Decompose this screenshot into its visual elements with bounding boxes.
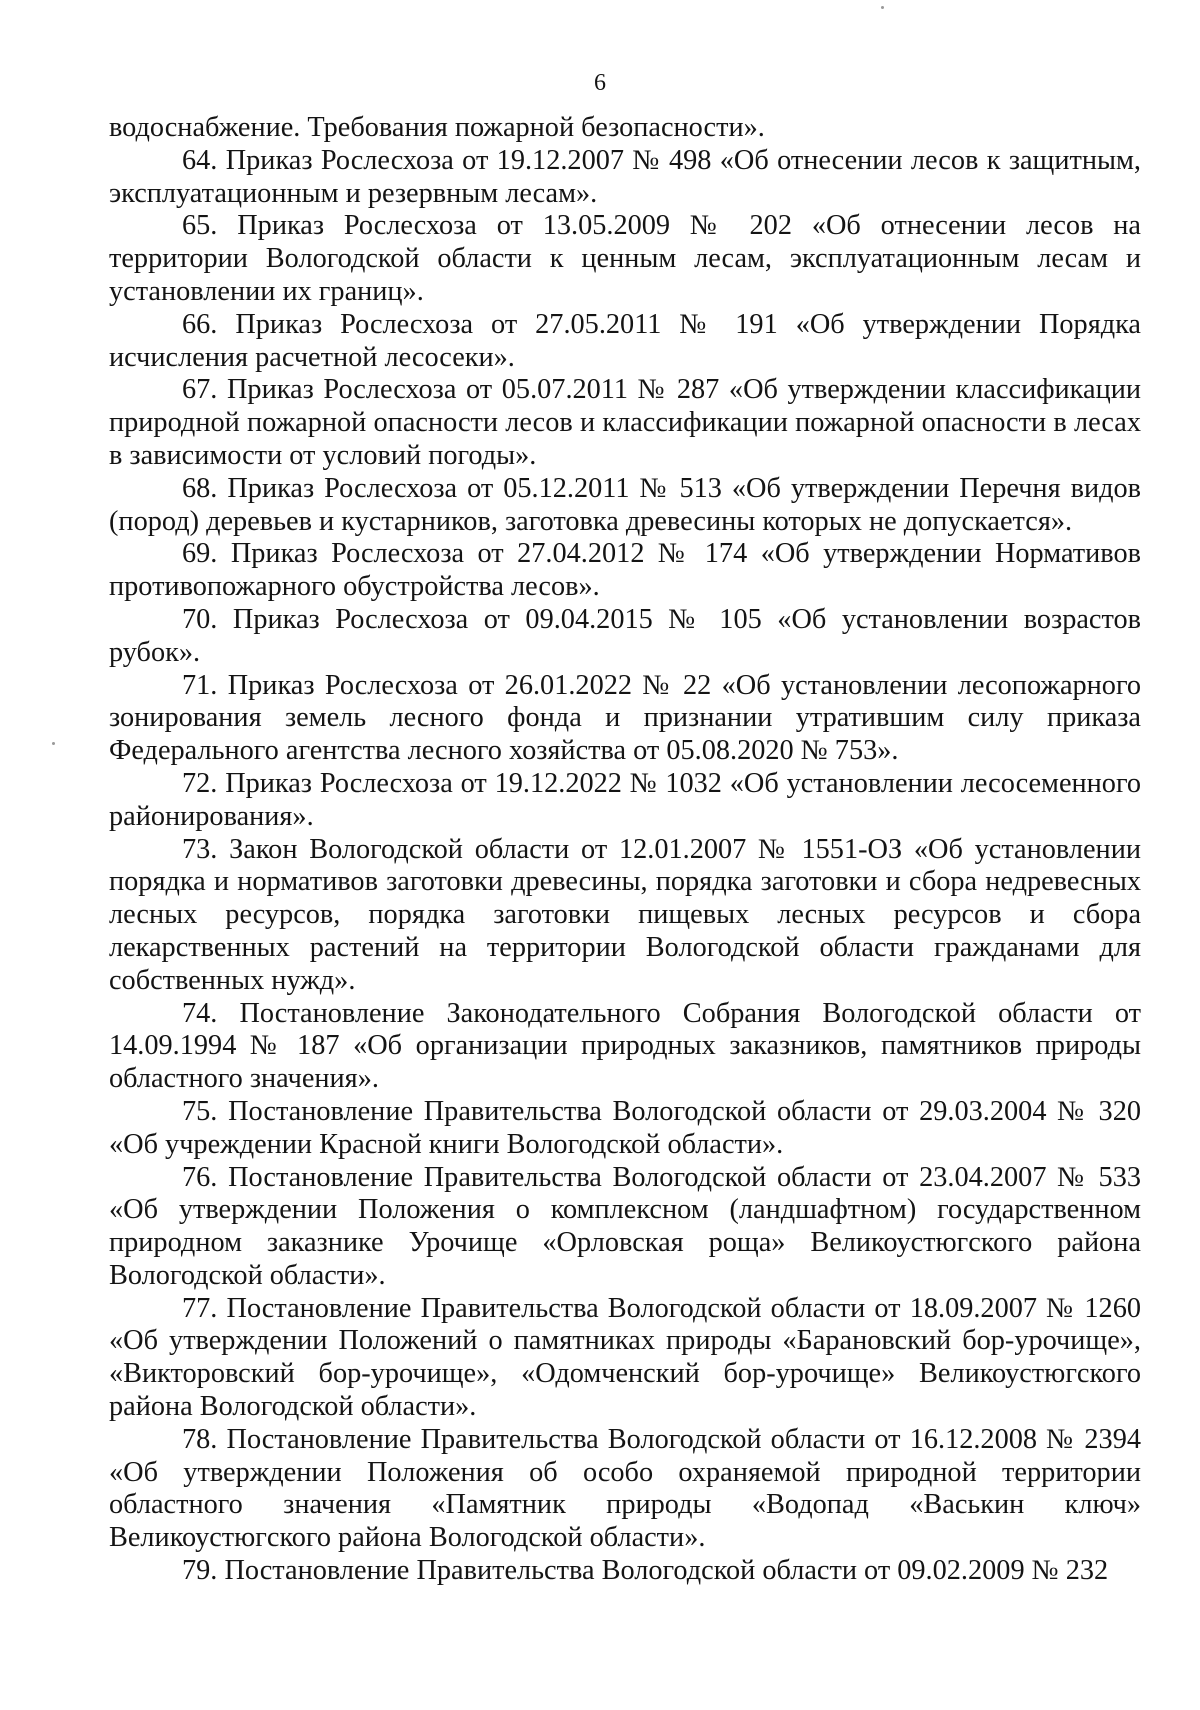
scan-speck <box>52 742 55 745</box>
list-item-continuation: водоснабжение. Требования пожарной безопасности». <box>109 112 765 143</box>
list-item-79: 79. Постановление Правительства Вологодской области от 09.02.2009 № 232 <box>182 1555 1109 1587</box>
list-item-77: 77. Постановление Правительства Вологодской области от 18.09.2007 № 1260 «Об утверждении Положений о памятниках природы «Барановский бор-урочище», «Викторовский бор-урочище», «Одомченский бор-урочище» Великоустюгского района Вологодской области». <box>109 1292 1141 1423</box>
list-item-66: 66. Приказ Рослесхоза от 27.05.2011 № 191 «Об утверждении Порядка исчисления расчетной лесосеки». <box>109 308 1141 373</box>
list-item-73: 73. Закон Вологодской области от 12.01.2007 № 1551-ОЗ «Об установлении порядка и нормативов заготовки древесины, порядка заготовки и сбора недревесных лесных ресурсов, порядка заготовки пищевых лесных ресурсов и сбора лекарственных растений на территории Вологодской области гражданами для собственных нужд». <box>109 833 1141 996</box>
list-item-75: 75. Постановление Правительства Вологодской области от 29.03.2004 № 320 «Об учреждении Красной книги Вологодской области». <box>109 1095 1141 1160</box>
list-item-69: 69. Приказ Рослесхоза от 27.04.2012 № 174 «Об утверждении Нормативов противопожарного обустройства лесов». <box>109 538 1141 603</box>
list-item-70: 70. Приказ Рослесхоза от 09.04.2015 № 105 «Об установлении возрастов рубок». <box>109 603 1141 668</box>
scan-speck <box>881 6 884 9</box>
list-item-65: 65. Приказ Рослесхоза от 13.05.2009 № 202 «Об отнесении лесов на территории Вологодской области к ценным лесам, эксплуатационным лесам и установлении их границ». <box>109 210 1141 307</box>
list-item-68: 68. Приказ Рослесхоза от 05.12.2011 № 513 «Об утверждении Перечня видов (пород) деревьев и кустарников, заготовка древесины которых не допускается». <box>109 472 1141 537</box>
list-item-76: 76. Постановление Правительства Вологодской области от 23.04.2007 № 533 «Об утверждении Положения о комплексном (ландшафтном) государственном природном заказнике Урочище «Орловская роща» Великоустюгского района Вологодской области». <box>109 1161 1141 1291</box>
document-body <box>109 112 1141 1588</box>
list-item-74: 74. Постановление Законодательного Собрания Вологодской области от 14.09.1994 № 187 «Об организации природных заказников, памятников природы областного значения». <box>109 997 1141 1095</box>
list-item-67: 67. Приказ Рослесхоза от 05.07.2011 № 287 «Об утверждении классификации природной пожарной опасности лесов и классификации пожарной опасности в лесах в зависимости от условий погоды». <box>109 374 1141 471</box>
page-number: 6 <box>594 70 606 96</box>
list-item-64: 64. Приказ Рослесхоза от 19.12.2007 № 498 «Об отнесении лесов к защитным, эксплуатационным и резервным лесам». <box>109 144 1141 209</box>
list-item-71: 71. Приказ Рослесхоза от 26.01.2022 № 22 «Об установлении лесопожарного зонирования земель лесного фонда и признании утратившим силу приказа Федерального агентства лесного хозяйства от 05.08.2020 № 753». <box>109 669 1141 767</box>
list-item-78: 78. Постановление Правительства Вологодской области от 16.12.2008 № 2394 «Об утверждении Положения об особо охраняемой природной территории областного значения «Памятник природы «Водопад «Васькин ключ» Великоустюгского района Вологодской области». <box>109 1423 1141 1554</box>
list-item-72: 72. Приказ Рослесхоза от 19.12.2022 № 1032 «Об установлении лесосеменного районирования». <box>109 767 1141 832</box>
